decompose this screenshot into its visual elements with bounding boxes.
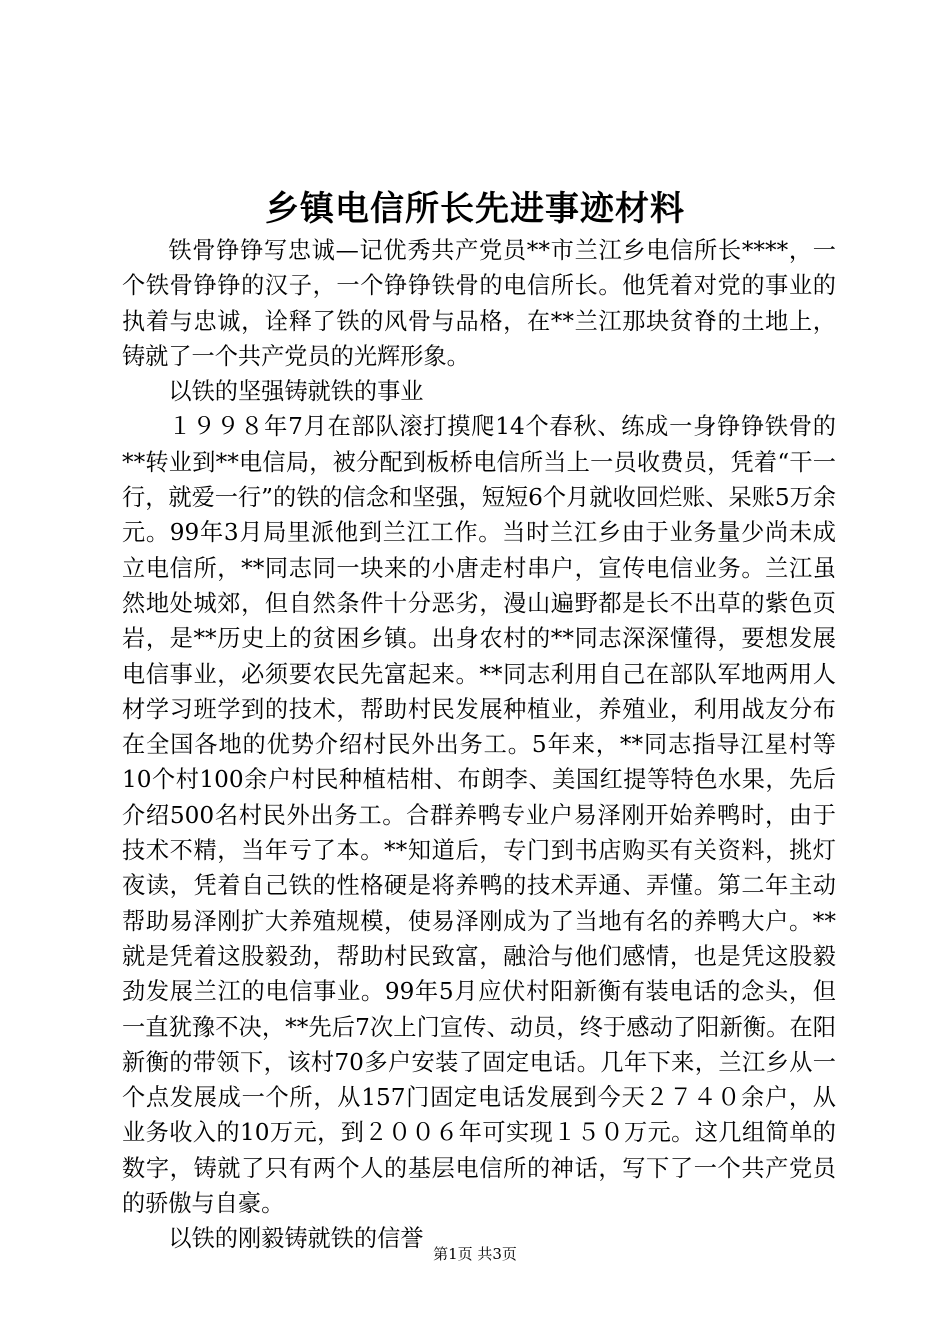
section-heading-reputation: 以铁的刚毅铸就铁的信誉 (168, 1225, 424, 1253)
paragraph-intro: 铁骨铮铮写忠诚—记优秀共产党员**市兰江乡电信所长****，一个铁骨铮铮的汉子，一个铮铮铁骨的电信所长。他凭着对党的事业的执着与忠诚，诠释了铁的风骨与品格，在**兰江那块贫脊的土地上，铸就了一个共产党员的光辉形象。 (122, 237, 836, 370)
paragraph-career: １９９８年7月在部队滚打摸爬14个春秋、练成一身铮铮铁骨的**转业到**电信局，被分配到板桥电信所当上一员收费员，凭着“干一行，就爱一行”的铁的信念和坚强，短短6个月就收回烂账、呆账5万余元。99年3月局里派他到兰江工作。当时兰江乡由于业务量少尚未成立电信所，**同志同一块来的小唐走村串户，宣传电信业务。兰江虽然地处城郊，但自然条件十分恶劣，漫山遍野都是长不出草的紫色页岩，是**历史上的贫困乡镇。出身农村的**同志深深懂得，要想发展电信事业，必须要农民先富起来。**同志利用自己在部队军地两用人材学习班学到的技术，帮助村民发展种植业，养殖业，利用战友分布在全国各地的优势介绍村民外出务工。5年来，**同志指导江星村等10个村100余户村民种植桔柑、布朗李、美国红提等特色水果，先后介绍500名村民外出务工。合群养鸭专业户易泽刚开始养鸭时，由于技术不精，当年亏了本。**知道后，专门到书店购买有关资料，挑灯夜读，凭着自己铁的性格硬是将养鸭的技术弄通、弄懂。第二年主动帮助易泽刚扩大养殖规模，使易泽刚成为了当地有名的养鸭大户。**就是凭着这股毅劲，帮助村民致富，融洽与他们感情，也是凭这股毅劲发展兰江的电信事业。99年5月应伏村阳新衡有装电话的念头，但一直犹豫不决，**先后7次上门宣传、动员，终于感动了阳新衡。在阳新衡的带领下，该村70多户安装了固定电话。几年下来，兰江乡从一个点发展成一个所，从157门固定电话发展到今天２７４０余户，从业务收入的10万元，到２００６年可实现１５０万元。这几组简单的数字，铸就了只有两个人的基层电信所的神话，写下了一个共产党员的骄傲与自豪。 (122, 413, 836, 1218)
section-heading-career: 以铁的坚强铸就铁的事业 (168, 378, 424, 406)
document-body (122, 233, 836, 1257)
document-title: 乡镇电信所长先进事迹材料 (265, 189, 685, 229)
page-footer: 第1页 共3页 (433, 1245, 517, 1263)
